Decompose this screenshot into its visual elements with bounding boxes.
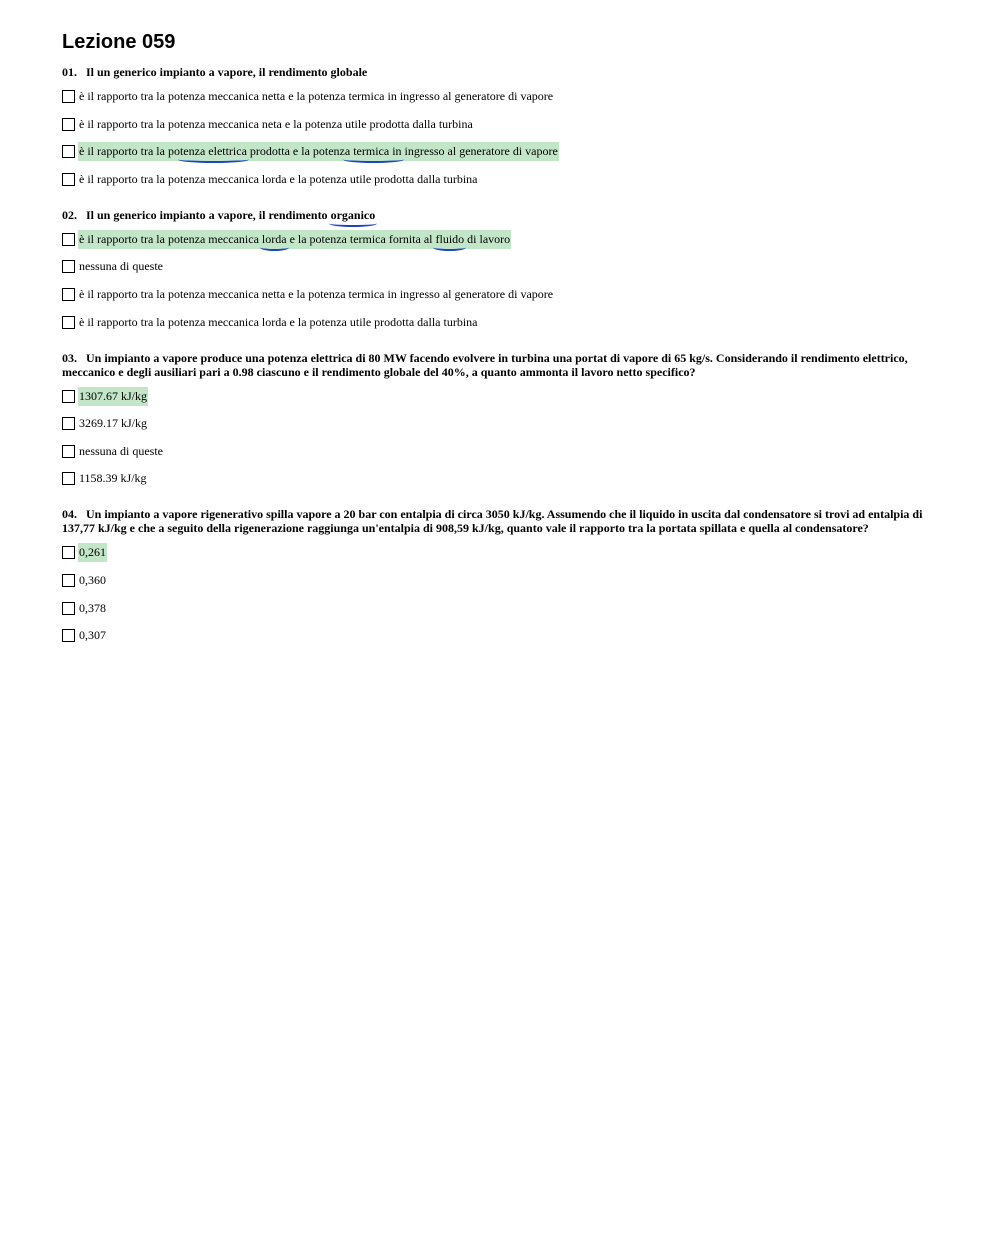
answer-label-highlighted bbox=[78, 230, 511, 249]
question-number: 02. bbox=[62, 207, 77, 222]
question-text bbox=[62, 507, 932, 535]
answer-checkbox[interactable] bbox=[62, 118, 75, 131]
answer-label-highlighted bbox=[78, 142, 559, 161]
label-segment: prodotta e la potenz bbox=[246, 144, 345, 159]
answer-option[interactable] bbox=[62, 86, 932, 107]
answer-label: è il rapporto tra la potenza meccanica netta e la potenza termica in ingresso al generatore di vapore bbox=[79, 89, 554, 103]
answer-label: 0,307 bbox=[79, 628, 106, 643]
question-04 bbox=[62, 507, 932, 646]
question-number: 01. bbox=[62, 65, 77, 79]
answer-checkbox[interactable] bbox=[62, 602, 75, 615]
answer-checkbox[interactable] bbox=[62, 90, 75, 103]
question-body: Un impianto a vapore rigenerativo spilla vapore a 20 bar con entalpia di circa 3050 kJ/kg. Assumendo che il liquido in uscita dal condensatore si trovi ad entalpia di 137,77 kJ/kg e che a seguito della rigenerazione raggiunga un'entalpia di 908,59 kJ/kg, quanto vale il rapporto tra la portata spillata e quella al condensatore? bbox=[62, 507, 923, 536]
pen-underlined-text: fluido bbox=[435, 231, 465, 246]
question-body: Il un generico impianto a vapore, il rendimento bbox=[86, 207, 331, 222]
answer-option[interactable] bbox=[62, 441, 932, 462]
label-segment: ingresso al generatore di vapore bbox=[401, 144, 558, 159]
answer-checkbox[interactable] bbox=[62, 288, 75, 301]
answer-option[interactable] bbox=[62, 598, 932, 619]
answer-option[interactable] bbox=[62, 468, 932, 489]
question-text bbox=[62, 65, 932, 79]
question-01 bbox=[62, 65, 932, 190]
answer-label: nessuna di queste bbox=[79, 443, 163, 458]
answer-label-highlighted: 0,261 bbox=[78, 543, 107, 562]
answer-label: è il rapporto tra la potenza meccanica neta e la potenza utile prodotta dalla turbina bbox=[79, 116, 473, 131]
answer-checkbox[interactable] bbox=[62, 546, 75, 559]
answer-label-highlighted: 1307.67 kJ/kg bbox=[78, 387, 148, 406]
answer-label: è il rapporto tra la potenza meccanica netta e la potenza termica in ingresso al generatore di vapore bbox=[79, 286, 554, 301]
answer-option[interactable] bbox=[62, 169, 932, 190]
answer-label: 3269.17 kJ/kg bbox=[79, 416, 148, 431]
answer-checkbox[interactable] bbox=[62, 417, 75, 430]
answer-option[interactable] bbox=[62, 625, 932, 646]
label-segment: è il rapporto tra la po bbox=[79, 144, 180, 159]
label-segment: e la potenza termica fornita al bbox=[286, 231, 436, 246]
answer-option[interactable] bbox=[62, 256, 932, 277]
answer-option-correct[interactable] bbox=[62, 141, 932, 162]
answer-option-correct[interactable] bbox=[62, 542, 932, 563]
label-segment: di lavoro bbox=[464, 231, 511, 246]
answer-checkbox[interactable] bbox=[62, 445, 75, 458]
answer-checkbox[interactable] bbox=[62, 233, 75, 246]
answer-option-correct[interactable] bbox=[62, 386, 932, 407]
answer-label: è il rapporto tra la potenza meccanica lorda e la potenza utile prodotta dalla turbina bbox=[79, 171, 478, 186]
answer-option[interactable] bbox=[62, 114, 932, 135]
pen-underlined-text: lorda bbox=[261, 231, 287, 246]
answer-option[interactable] bbox=[62, 312, 932, 333]
answer-checkbox[interactable] bbox=[62, 390, 75, 403]
document-page bbox=[62, 30, 932, 664]
question-text bbox=[62, 351, 932, 379]
question-body: Il un generico impianto a vapore, il rendimento globale bbox=[86, 65, 368, 79]
answer-label: è il rapporto tra la potenza meccanica lorda e la potenza utile prodotta dalla turbina bbox=[79, 314, 478, 329]
answer-checkbox[interactable] bbox=[62, 574, 75, 587]
answer-checkbox[interactable] bbox=[62, 629, 75, 642]
answer-label: 0,378 bbox=[79, 600, 106, 615]
question-02 bbox=[62, 208, 932, 333]
answer-label: 0,360 bbox=[79, 572, 106, 587]
answer-option[interactable] bbox=[62, 570, 932, 591]
answer-checkbox[interactable] bbox=[62, 260, 75, 273]
answer-option-correct[interactable] bbox=[62, 229, 932, 250]
question-text bbox=[62, 208, 932, 222]
answer-label: nessuna di queste bbox=[79, 259, 163, 274]
label-segment: è il rapporto tra la potenza meccanica bbox=[79, 231, 262, 246]
answer-label: 1158.39 kJ/kg bbox=[79, 471, 147, 486]
pen-underlined-text: organico bbox=[330, 207, 376, 222]
question-body: Un impianto a vapore produce una potenza elettrica di 80 MW facendo evolvere in turbina una portat di vapore di 65 kg/s. Considerando il rendimento elettrico, meccanico e degli ausiliari pari a 0.98 ciascuno e il rendimento globale del 40%, a quanto ammonta il lavoro netto specifico? bbox=[62, 350, 908, 379]
answer-option[interactable] bbox=[62, 413, 932, 434]
answer-option[interactable] bbox=[62, 284, 932, 305]
question-03 bbox=[62, 351, 932, 490]
answer-checkbox[interactable] bbox=[62, 472, 75, 485]
question-number: 04. bbox=[62, 507, 77, 522]
pen-underlined-text: tenza elettrica bbox=[179, 144, 247, 159]
answer-checkbox[interactable] bbox=[62, 145, 75, 158]
answer-checkbox[interactable] bbox=[62, 173, 75, 186]
answer-checkbox[interactable] bbox=[62, 316, 75, 329]
page-title: Lezione 059 bbox=[62, 31, 176, 53]
question-number: 03. bbox=[62, 350, 77, 365]
pen-underlined-text: a termica in bbox=[344, 144, 402, 159]
